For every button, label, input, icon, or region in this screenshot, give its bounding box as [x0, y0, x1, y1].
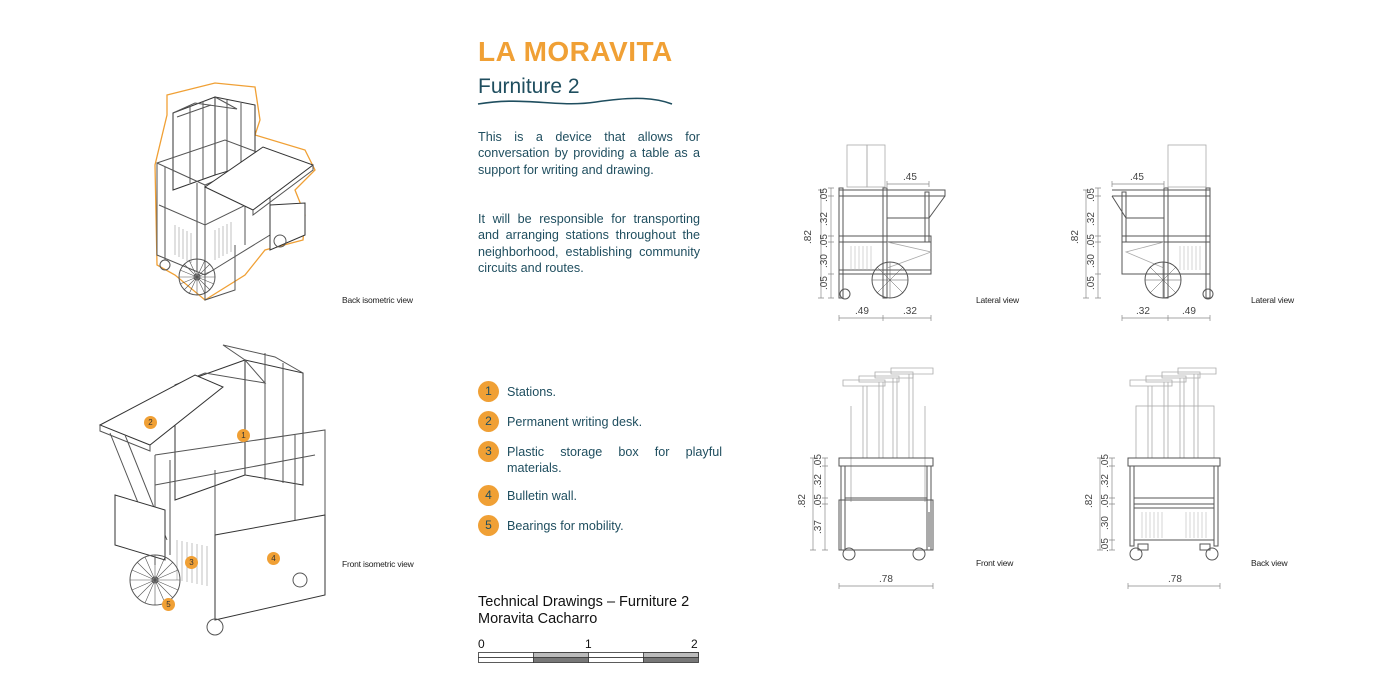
title-underline-wave	[476, 96, 676, 110]
dim-side-1: .05	[819, 188, 830, 202]
caption-front: Front view	[976, 558, 1014, 568]
legend-number-badge: 1	[478, 381, 499, 402]
caption-back-isometric: Back isometric view	[342, 295, 413, 305]
legend-label: Bearings for mobility.	[507, 519, 624, 533]
page-title: LA MORAVITA	[478, 36, 673, 67]
dim-side-4: .30	[819, 254, 830, 268]
scale-label-2: 2	[691, 637, 698, 651]
dim-side-1: .05	[813, 454, 824, 468]
dim-total: .82	[1070, 230, 1081, 244]
legend-item-4	[478, 488, 722, 506]
dim-total: .82	[797, 494, 808, 508]
dim-side-1: .05	[1086, 188, 1097, 202]
dim-side-4: .37	[813, 520, 824, 534]
dim-side-2: .32	[1086, 212, 1097, 226]
back-isometric-drawing	[145, 75, 335, 305]
front-isometric-drawing	[95, 335, 335, 645]
dim-side-3: .05	[1086, 234, 1097, 248]
dim-side-3: .05	[1100, 494, 1111, 508]
dim-side-5: .05	[1100, 538, 1111, 552]
dim-side-3: .05	[819, 234, 830, 248]
legend-number-badge: 5	[478, 515, 499, 536]
marker-2: 2	[144, 416, 157, 429]
caption-lateral-2: Lateral view	[1251, 295, 1294, 305]
dim-top: .45	[1130, 172, 1144, 183]
back-view-drawing	[1082, 362, 1242, 597]
scale-label-1: 1	[585, 637, 592, 651]
dim-side-5: .05	[1086, 276, 1097, 290]
description-paragraph-1: This is a device that allows for conversation by providing a table as a support for writing and drawing.	[478, 130, 700, 177]
dim-side-2: .32	[819, 212, 830, 226]
legend-item-2	[478, 414, 722, 432]
dim-side-5: .05	[819, 276, 830, 290]
dim-top: .45	[903, 172, 917, 183]
dim-total: .82	[803, 230, 814, 244]
dim-side-4: .30	[1100, 516, 1111, 530]
dim-side-2: .32	[1100, 474, 1111, 488]
legend-label: Permanent writing desk.	[507, 415, 643, 429]
marker-4: 4	[267, 552, 280, 565]
page-subtitle: Furniture 2	[478, 75, 580, 98]
scale-bar	[478, 652, 700, 666]
dim-bottom-a: .32	[1136, 306, 1150, 317]
legend-item-3	[478, 444, 722, 476]
legend-item-1	[478, 384, 722, 402]
legend-number-badge: 4	[478, 485, 499, 506]
caption-back: Back view	[1251, 558, 1288, 568]
marker-1: 1	[237, 429, 250, 442]
caption-front-isometric: Front isometric view	[342, 559, 414, 569]
dim-side-3: .05	[813, 494, 824, 508]
description-paragraph-2: It will be responsible for transporting and arranging stations throughout the neighborhood, establishing community circuits and routes.	[478, 212, 700, 275]
marker-5: 5	[162, 598, 175, 611]
dim-bottom-a: .49	[855, 306, 869, 317]
dim-bottom-b: .49	[1182, 306, 1196, 317]
marker-3: 3	[185, 556, 198, 569]
dim-bottom: .78	[879, 574, 893, 585]
front-view-drawing	[795, 362, 955, 597]
dim-bottom-b: .32	[903, 306, 917, 317]
legend-label: Stations.	[507, 385, 557, 399]
dim-side-1: .05	[1100, 454, 1111, 468]
dim-total: .82	[1084, 494, 1095, 508]
drawing-set-title: Technical Drawings – Furniture 2	[478, 594, 690, 610]
legend-label: Plastic storage box for playful materials.	[507, 445, 722, 475]
dim-side-4: .30	[1086, 254, 1097, 268]
caption-lateral-1: Lateral view	[976, 295, 1019, 305]
lateral-view-1-drawing	[795, 140, 965, 325]
legend-label: Bulletin wall.	[507, 489, 577, 503]
dim-bottom: .78	[1168, 574, 1182, 585]
lateral-view-2-drawing	[1068, 140, 1238, 325]
dim-side-2: .32	[813, 474, 824, 488]
legend-item-5	[478, 518, 722, 536]
legend-number-badge: 2	[478, 411, 499, 432]
drawing-set-subtitle: Moravita Cacharro	[478, 611, 598, 627]
scale-label-0: 0	[478, 637, 485, 651]
legend-number-badge: 3	[478, 441, 499, 462]
